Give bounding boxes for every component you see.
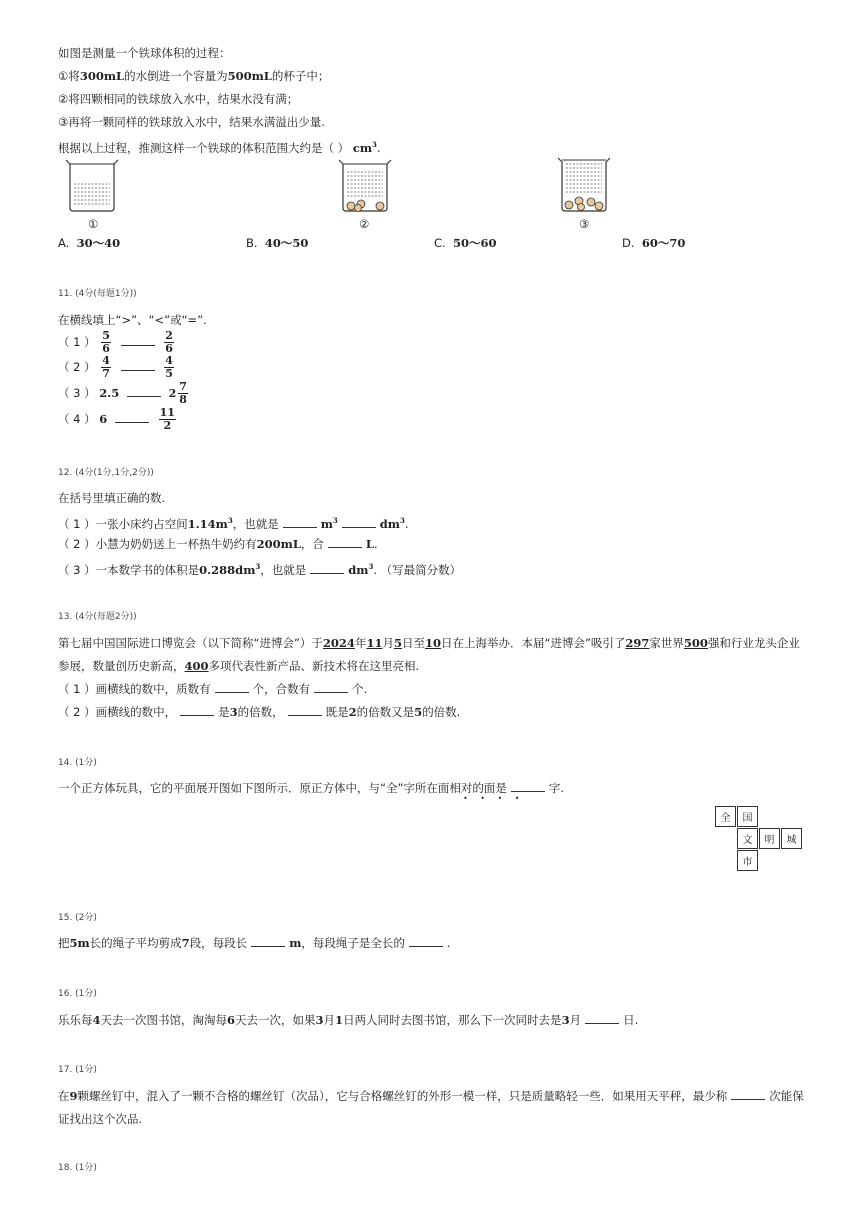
fig-label-2: ② bbox=[359, 217, 370, 231]
q14-stem: 一个正方体玩具，它的平面展开图如下图所示．原正方体中，与“全”字所在面相对的面是 字. bbox=[58, 781, 565, 795]
beaker-figure-1 bbox=[62, 156, 122, 216]
answer-blank[interactable] bbox=[511, 780, 545, 792]
q11-meta: 11. (4分(每题1分)) bbox=[58, 289, 137, 299]
answer-blank[interactable] bbox=[127, 385, 161, 397]
fig-label-3: ③ bbox=[579, 217, 590, 231]
q12-stem: 在括号里填正确的数. bbox=[58, 491, 166, 505]
answer-blank[interactable] bbox=[180, 704, 214, 716]
q11-item-1: （ 1 ） $\frac{5}{6}$ $\frac{2}{6}$ bbox=[58, 329, 173, 355]
answer-blank[interactable] bbox=[215, 681, 249, 693]
answer-blank[interactable] bbox=[409, 935, 443, 947]
q12-line-2: （ 2 ）小慧为奶奶送上一杯热牛奶约有200mL，合 L. bbox=[58, 537, 378, 551]
q17-stem-line-2: 证找出这个次品. bbox=[58, 1112, 143, 1126]
q10-step2: ②将四颗相同的铁球放入水中，结果水没有满； bbox=[58, 92, 299, 106]
q16-meta: 16. (1分) bbox=[58, 989, 97, 999]
q10-intro: 如图是测量一个铁球体积的过程： bbox=[58, 46, 231, 60]
q14-meta: 14. (1分) bbox=[58, 758, 97, 768]
q13-line-1: （ 1 ）画横线的数中，质数有 个，合数有 个. bbox=[58, 682, 368, 696]
answer-blank[interactable] bbox=[121, 359, 155, 371]
q13-paragraph-1: 第七届中国国际进口博览会（以下简称“进博会”）于2024年11月5日至10日在上海举办．本届“进博会”吸引了297家世界500强和行业龙头企业 bbox=[58, 636, 800, 650]
net-cell-shi: 市 bbox=[737, 850, 758, 871]
answer-blank[interactable] bbox=[314, 681, 348, 693]
net-cell-wen: 文 bbox=[737, 828, 758, 849]
answer-blank[interactable] bbox=[283, 516, 317, 528]
answer-blank[interactable] bbox=[288, 704, 322, 716]
q11-item-3: （ 3 ） 2.5 2 $\frac{7}{8}$ bbox=[58, 380, 187, 406]
q13-meta: 13. (4分(每题2分)) bbox=[58, 612, 137, 622]
answer-blank[interactable] bbox=[585, 1012, 619, 1024]
q15-meta: 15. (2分) bbox=[58, 913, 97, 923]
q12-meta: 12. (4分(1分,1分,2分)) bbox=[58, 468, 154, 478]
option-a[interactable]: A. 30～40 bbox=[58, 236, 121, 250]
q10-step3: ③再将一颗同样的铁球放入水中，结果水满溢出少量. bbox=[58, 115, 325, 129]
beaker-figure-2 bbox=[335, 156, 395, 216]
q16-stem: 乐乐每4天去一次图书馆，淘淘每6天去一次，如果3月1日两人同时去图书馆，那么下一次同时去是3月 日. bbox=[58, 1013, 639, 1027]
net-cell-guo: 国 bbox=[737, 806, 758, 827]
net-cell-cheng: 城 bbox=[781, 828, 802, 849]
q12-line-3: （ 3 ）一本数学书的体积是$0.288dm^3$，也就是 $dm^3$. （写最简分数） bbox=[58, 562, 462, 577]
fig-label-1: ① bbox=[88, 217, 99, 231]
beaker-figure-3 bbox=[554, 154, 614, 216]
net-cell-ming: 明 bbox=[759, 828, 780, 849]
q12-line-1: （ 1 ）一张小床约占空间$1.14m^3$，也就是 $m^3$ $dm^3$. bbox=[58, 516, 409, 531]
answer-blank[interactable] bbox=[115, 411, 149, 423]
q18-meta: 18. (1分) bbox=[58, 1163, 97, 1173]
option-d[interactable]: D. 60～70 bbox=[622, 236, 686, 250]
q11-item-2: （ 2 ） $\frac{4}{7}$ $\frac{4}{5}$ bbox=[58, 354, 173, 380]
answer-blank[interactable] bbox=[342, 516, 376, 528]
emphasis-dots: • • • • bbox=[463, 794, 525, 803]
option-b[interactable]: B. 40～50 bbox=[246, 236, 309, 250]
q13-paragraph-2: 参展，数量创历史新高，400多项代表性新产品、新技术将在这里亮相. bbox=[58, 659, 420, 673]
q11-stem: 在横线填上“>”、“<”或“=”. bbox=[58, 313, 207, 327]
answer-blank[interactable] bbox=[731, 1088, 765, 1100]
q10-step1: ①将300mL的水倒进一个容量为500mL的杯子中； bbox=[58, 69, 330, 83]
net-cell-quan: 全 bbox=[715, 806, 736, 827]
q11-item-4: （ 4 ） 6 $\frac{11}{2}$ bbox=[58, 406, 175, 432]
answer-blank[interactable] bbox=[121, 334, 155, 346]
q17-stem: 在9颗螺丝钉中，混入了一颗不合格的螺丝钉（次品），它与合格螺丝钉的外形一模一样，只是质量略轻一些．如果用天平秤，最少称 次能保 bbox=[58, 1089, 804, 1103]
option-c[interactable]: C. 50～60 bbox=[434, 236, 497, 250]
answer-blank[interactable] bbox=[310, 562, 344, 574]
q15-stem: 把5m长的绳子平均剪成7段，每段长 m，每段绳子是全长的 . bbox=[58, 936, 451, 950]
q13-line-2: （ 2 ）画横线的数中， 是3的倍数， 既是2的倍数又是5的倍数. bbox=[58, 705, 461, 719]
answer-blank[interactable] bbox=[328, 536, 362, 548]
q17-meta: 17. (1分) bbox=[58, 1065, 97, 1075]
q10-question: 根据以上过程，推测这样一个铁球的体积范围大约是（ ） $cm^3$. bbox=[58, 140, 381, 155]
answer-blank[interactable] bbox=[251, 935, 285, 947]
